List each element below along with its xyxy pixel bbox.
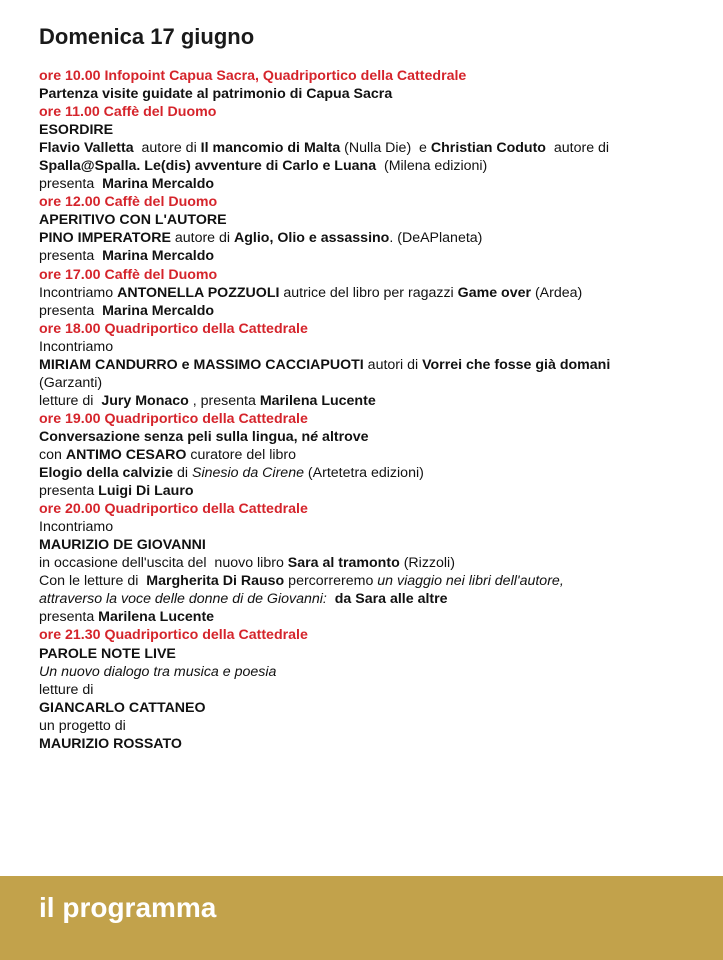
text-segment: Vorrei che fosse già domani [422, 356, 611, 373]
text-segment: Marina Mercaldo [102, 176, 215, 193]
text-segment: MIRIAM CANDURRO e MASSIMO CACCIAPUOTI [39, 356, 364, 373]
event-line [39, 121, 709, 139]
event-line [39, 157, 709, 175]
event-line [39, 717, 709, 735]
program-event [39, 410, 709, 500]
program-event [39, 500, 709, 626]
text-segment: Sara al tramonto [287, 555, 400, 572]
event-line [39, 284, 709, 302]
text-segment: Jury Monaco [101, 392, 189, 409]
event-line [39, 446, 709, 464]
text-segment: Marilena Lucente [259, 392, 376, 409]
event-line [39, 663, 709, 681]
text-segment: Incontriamo [39, 519, 114, 536]
footer-banner [0, 876, 723, 960]
text-segment: Partenza visite guidate al patrimonio di Capua Sacra [39, 86, 393, 103]
text-segment: Aglio, Olio e assassino [234, 230, 390, 247]
text-segment: ANTIMO CESARO [65, 446, 187, 463]
text-segment: é [310, 428, 319, 445]
text-segment: autrice del libro per ragazzi [279, 284, 458, 301]
text-segment: APERITIVO CON L'AUTORE [39, 212, 227, 229]
text-segment: PAROLE NOTE LIVE [39, 645, 176, 662]
text-segment: . (DeAPlaneta) [389, 230, 483, 247]
text-segment: di [173, 465, 192, 482]
text-segment: presenta [39, 609, 99, 626]
event-time-venue: ore 17.00 Caffè del Duomo [39, 266, 218, 283]
text-segment: Marilena Lucente [98, 609, 215, 626]
text-segment: (Ardea) [531, 284, 583, 301]
text-segment: presenta [39, 483, 99, 500]
program-event [39, 193, 709, 265]
program-event [39, 320, 709, 410]
text-segment: ANTONELLA POZZUOLI [117, 284, 280, 301]
text-segment: MAURIZIO ROSSATO [39, 735, 182, 752]
text-segment: Margherita Di Rauso [146, 573, 285, 590]
event-line [39, 590, 709, 608]
text-segment: PINO IMPERATORE [39, 230, 171, 247]
event-line [39, 482, 709, 500]
page-title: Domenica 17 giugno [39, 24, 255, 49]
text-segment: Flavio Valletta [39, 140, 134, 157]
text-segment: Marina Mercaldo [102, 302, 215, 319]
text-segment: GIANCARLO CATTANEO [39, 699, 206, 716]
text-segment: presenta [39, 176, 103, 193]
text-segment: Elogio della calvizie [39, 465, 174, 482]
text-segment: autore di [545, 140, 610, 157]
event-time-venue: ore 10.00 Infopoint Capua Sacra, Quadriportico della Cattedrale [39, 68, 467, 84]
text-segment: MAURIZIO DE GIOVANNI [39, 537, 206, 554]
event-time-venue: ore 20.00 Quadriportico della Cattedrale [39, 501, 308, 518]
event-line [39, 139, 709, 157]
event-time-venue: ore 19.00 Quadriportico della Cattedrale [39, 410, 308, 427]
text-segment: Il mancomio di Malta [200, 140, 341, 157]
text-segment: Luigi Di Lauro [98, 483, 194, 500]
text-segment: ESORDIRE [39, 122, 114, 139]
text-segment: presenta [39, 302, 103, 319]
event-line [39, 338, 709, 356]
text-segment: altrove [318, 428, 369, 445]
text-segment: da Sara alle altre [326, 591, 448, 608]
text-segment: curatore del libro [186, 446, 297, 463]
event-time-venue: ore 18.00 Quadriportico della Cattedrale [39, 320, 308, 337]
text-segment: Incontriamo [39, 284, 118, 301]
event-line [39, 681, 709, 699]
text-segment: Christian Coduto [430, 140, 546, 157]
event-line [39, 735, 709, 753]
text-segment: Conversazione senza peli sulla lingua, n [39, 428, 311, 445]
text-segment: autori di [363, 356, 423, 373]
text-segment: (Artetetra edizioni) [303, 465, 424, 482]
event-time-venue: ore 11.00 Caffè del Duomo [39, 104, 217, 121]
text-segment: letture di [39, 681, 94, 698]
text-segment: Con le letture di [39, 573, 147, 590]
text-segment: (Rizzoli) [399, 555, 455, 572]
text-segment: Incontriamo [39, 338, 114, 355]
event-line [39, 699, 709, 717]
event-line [39, 608, 709, 626]
event-line [39, 554, 709, 572]
program-event [39, 67, 709, 103]
footer-label: il programma [39, 892, 217, 923]
program-event [39, 103, 709, 193]
event-time-venue: ore 12.00 Caffè del Duomo [39, 194, 218, 211]
text-segment: un viaggio nei libri dell'autore, [377, 573, 564, 590]
text-segment: (Milena edizioni) [376, 158, 488, 175]
text-segment: Marina Mercaldo [102, 248, 215, 265]
text-segment: (Garzanti) [39, 374, 103, 391]
event-line [39, 356, 709, 374]
event-line [39, 428, 709, 446]
text-segment: Spalla@Spalla. Le(dis) avventure di Carlo e Luana [39, 158, 377, 175]
event-line [39, 229, 709, 247]
text-segment: Sinesio da Cirene [191, 465, 304, 482]
event-line [39, 302, 709, 320]
text-segment: Game over [457, 284, 531, 301]
text-segment: attraverso la voce delle donne di de Giovanni: [39, 591, 327, 608]
event-line [39, 536, 709, 554]
event-line [39, 247, 709, 265]
text-segment: un progetto di [39, 717, 126, 734]
text-segment: autore di [170, 230, 235, 247]
event-line [39, 175, 709, 193]
event-line [39, 645, 709, 663]
text-segment: in occasione dell'uscita del nuovo libro [39, 555, 288, 572]
event-line [39, 392, 709, 410]
event-line [39, 211, 709, 229]
text-segment: , presenta [188, 392, 260, 409]
event-line [39, 572, 709, 590]
text-segment: presenta [39, 248, 103, 265]
text-segment: (Nulla Die) e [340, 140, 431, 157]
text-segment: percorreremo [284, 573, 378, 590]
text-segment: letture di [39, 392, 102, 409]
event-line [39, 374, 709, 392]
event-line [39, 518, 709, 536]
program-event [39, 626, 709, 752]
event-line [39, 85, 709, 103]
text-segment: Un nuovo dialogo tra musica e poesia [39, 663, 277, 680]
text-segment: autore di [133, 140, 201, 157]
program-list [39, 67, 709, 753]
event-line [39, 464, 709, 482]
program-event [39, 266, 709, 320]
text-segment: con [39, 446, 66, 463]
event-time-venue: ore 21.30 Quadriportico della Cattedrale [39, 627, 308, 644]
